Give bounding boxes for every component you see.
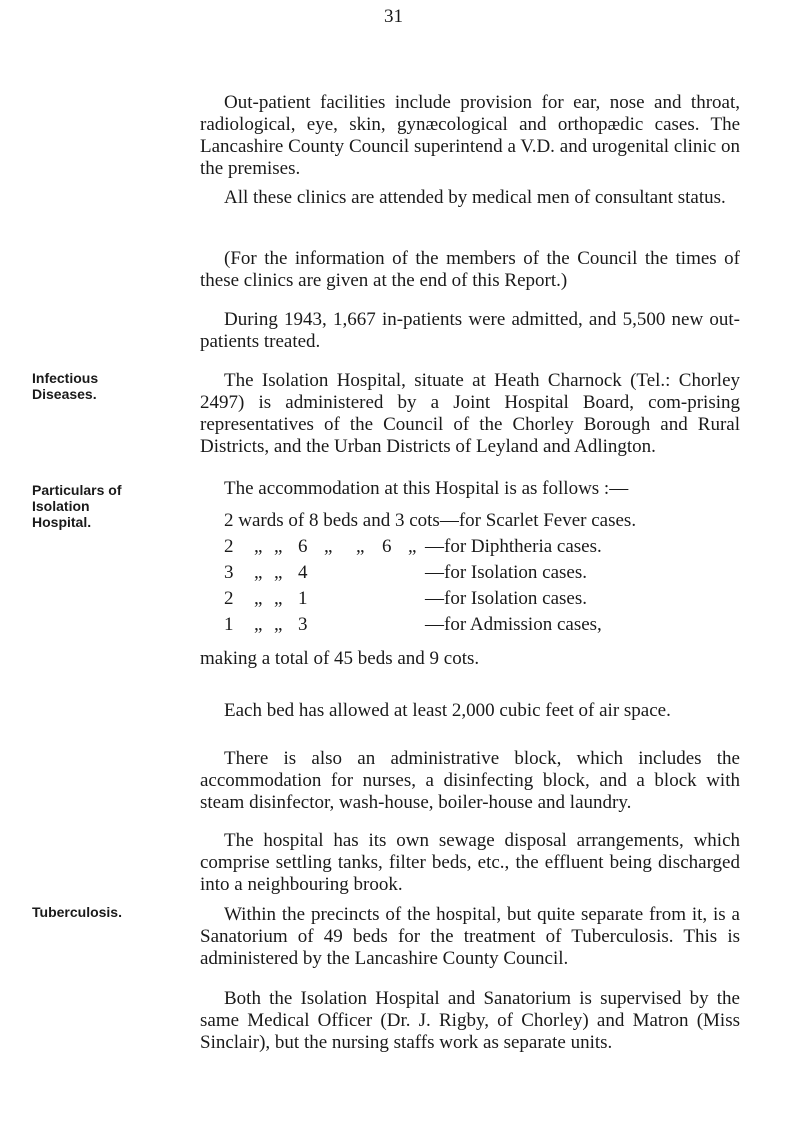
margin-note-line: Particulars of [32,482,122,498]
accommodation-intro: The accommodation at this Hospital is as follows :— [224,478,629,499]
paragraph-sewage-disposal: The hospital has its own sewage disposal arrangements, which comprise settling tanks, filter beds, etc., the effluent being discharged into a neighbouring brook. [200,830,740,895]
margin-note-line: Diseases. [32,386,97,402]
case-description: —for Isolation cases. [425,588,587,609]
margin-note-line: Isolation [32,498,90,514]
ward-count: 2 [224,588,234,609]
paragraph-medical-officer: Both the Isolation Hospital and Sanatorium is supervised by the same Medical Officer (Dr. J. Rigby, of Chorley) and Matron (Miss Sinclair), but the nursing staffs work as separate units. [200,988,740,1053]
ditto-mark: „ [274,536,283,557]
ward-count: 3 [224,562,234,583]
ditto-mark: „ [274,588,283,609]
paragraph-isolation-hospital: The Isolation Hospital, situate at Heath Charnock (Tel.: Chorley 2497) is administered by a Joint Hospital Board, com-prising representatives of the Council of the Chorley Borough and Rural Districts, and the Urban Districts of Leyland and Adlington. [200,370,740,457]
paragraph-outpatient-facilities: Out-patient facilities include provision for ear, nose and throat, radiological, eye, skin, gynæcological and orthopædic cases. The Lancashire County Council superintend a V.D. and urogenital clinic on the premises. [200,92,740,179]
ditto-mark: „ [254,536,263,557]
case-description: —for Admission cases, [425,614,602,635]
ditto-mark: „ [356,536,365,557]
margin-note-line: Hospital. [32,514,92,530]
accommodation-row [224,614,744,638]
accommodation-row [224,588,744,612]
margin-note-isolation-hospital [32,482,152,530]
margin-note-line: Tuberculosis. [32,904,122,920]
paragraph-1943-admissions: During 1943, 1,667 in-patients were admitted, and 5,500 new out-patients treated. [200,309,740,352]
paragraph-administrative-block: There is also an administrative block, which includes the accommodation for nurses, a disinfecting block, and a block with steam disinfector, wash-house, boiler-house and laundry. [200,748,740,813]
margin-note-line: Infectious [32,370,99,386]
ditto-mark: „ [274,562,283,583]
ward-count: 1 [224,614,234,635]
ditto-mark: „ [254,562,263,583]
paragraph-air-space: Each bed has allowed at least 2,000 cubic feet of air space. [224,700,671,721]
bed-count: 6 [298,536,308,557]
ward-count: 2 [224,536,234,557]
accommodation-row [224,562,744,586]
ditto-mark: „ [254,588,263,609]
accommodation-row [224,536,744,560]
case-description: —for Diphtheria cases. [425,536,602,557]
ditto-mark: „ [254,614,263,635]
ditto-mark: „ [274,614,283,635]
paragraph-consultant-clinics: All these clinics are attended by medical men of consultant status. [224,187,726,208]
page-number: 31 [384,6,403,27]
accommodation-total: making a total of 45 beds and 9 cots. [200,648,480,669]
case-description: —for Isolation cases. [425,562,587,583]
bed-count: 1 [298,588,308,609]
paragraph-sanatorium: Within the precincts of the hospital, but quite separate from it, is a Sanatorium of 49 beds for the treatment of Tuberculosis. This is administered by the Lancashire County Council. [200,904,740,969]
margin-note-infectious-diseases [32,370,152,402]
paragraph-clinic-times: (For the information of the members of the Council the times of these clinics are given at the end of this Report.) [200,248,740,291]
bed-count: 4 [298,562,308,583]
accommodation-row: 2 wards of 8 beds and 3 cots—for Scarlet Fever cases. [224,510,637,531]
margin-note-tuberculosis [32,904,152,920]
ditto-mark: „ [408,536,417,557]
cot-count: 6 [382,536,392,557]
ditto-mark: „ [324,536,333,557]
bed-count: 3 [298,614,308,635]
